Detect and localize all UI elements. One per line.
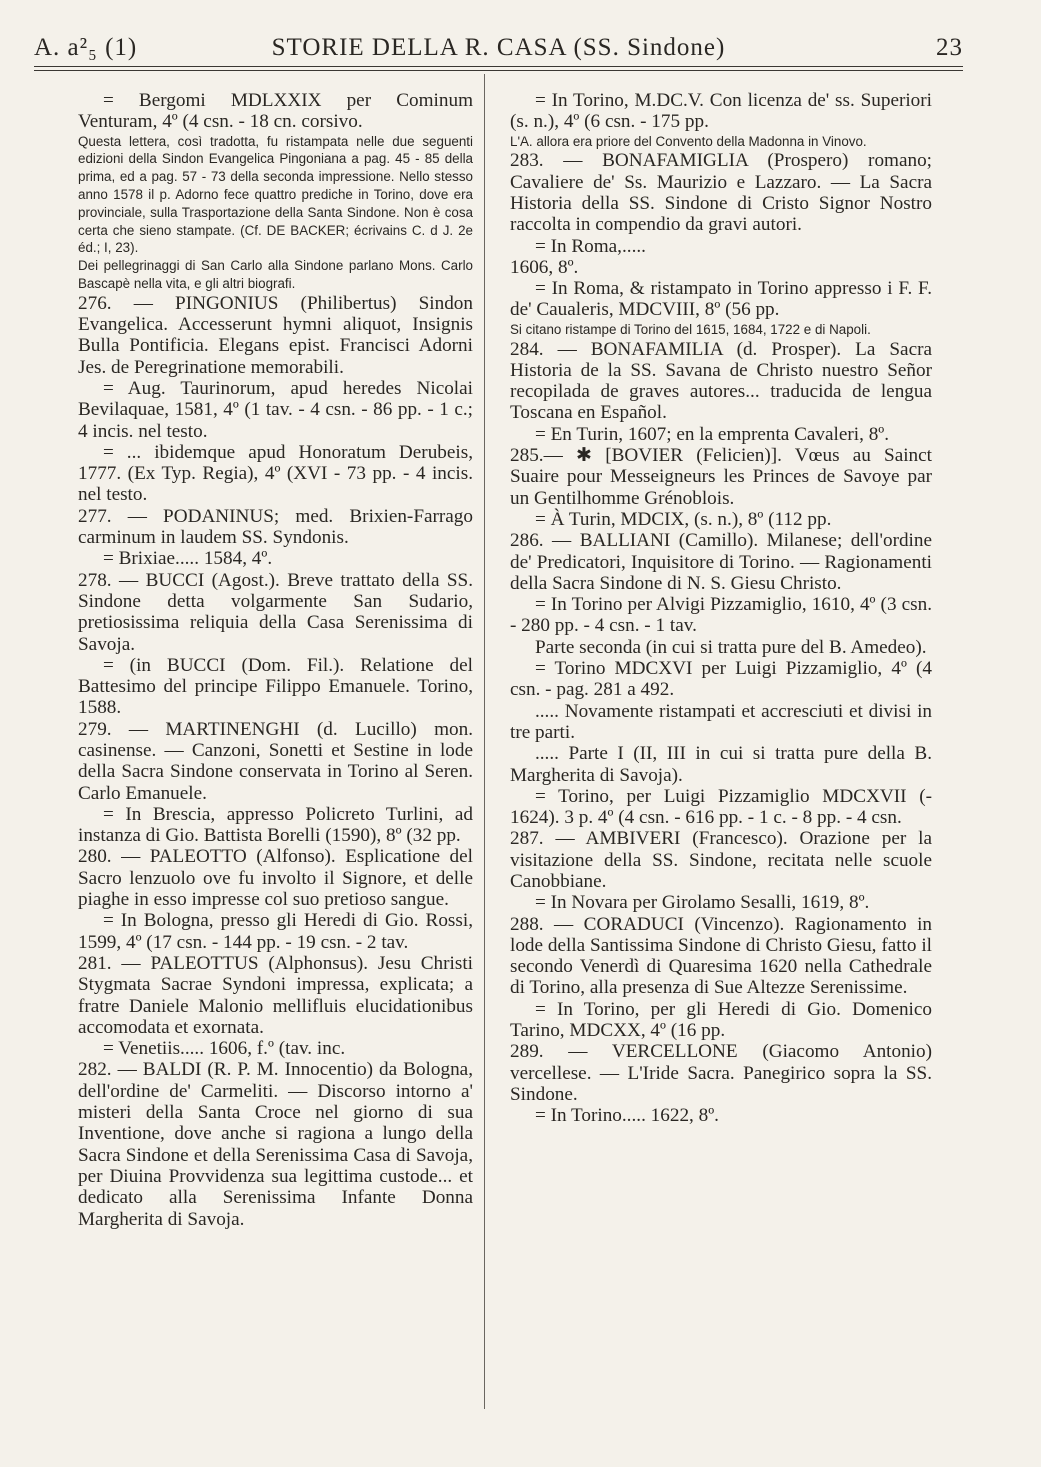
edition-line: = In Torino, per gli Heredi di Gio. Domenico Tarino, MDCXX, 4º (16 pp. (510, 998, 932, 1042)
edition-line: = In Torino..... 1622, 8º. (534, 1105, 719, 1127)
edition-line: ..... Novamente ristampati et accresciuti et divisi in tre parti. (510, 700, 932, 743)
edition-line: = In Brescia, appresso Policreto Turlini, ad instanza di Gio. Battista Borelli (1590), 8º (32 pp. (78, 803, 473, 847)
edition-line: = Torino MDCXVI per Luigi Pizzamiglio, 4º (4 csn. - pag. 281 a 492. (510, 658, 932, 701)
edition-line: = En Turin, 1607; en la emprenta Cavaleri, 8º. (534, 423, 890, 445)
bibliography-entry: 279. — MARTINENGHI (d. Lucillo) mon. casinense. — Canzoni, Sonetti et Sestine in lode della Sacra Sindone conservata in Torino al Seren. Carlo Emanuele. (78, 718, 473, 804)
edition-line: = Venetiis..... 1606, f.º (tav. inc. (102, 1038, 346, 1060)
edition-line: = In Bologna, presso gli Heredi di Gio. Rossi, 1599, 4º (17 csn. - 144 pp. - 19 csn. - 2 tav. (78, 910, 473, 953)
edition-line: = In Roma,..... (534, 235, 646, 257)
left-column (78, 90, 473, 1230)
bibliography-entry: 285.— ✱ [BOVIER (Felicien)]. Vœus au Sainct Suaire pour Messeigneurs les Princes de Savoye par un Gentilhomme Grénoblois. (510, 445, 932, 509)
edition-line: = In Torino per Alvigi Pizzamiglio, 1610, 4º (3 csn. - 280 pp. - 4 csn. - 1 tav. (510, 594, 932, 637)
right-column (510, 90, 932, 1127)
edition-line: = ... ibidemque apud Honoratum Derubeis, 1777. (Ex Typ. Regia), 4º (XVI - 73 pp. - 4 incis. nel testo. (78, 441, 473, 506)
footnote: Dei pellegrinaggi di San Carlo alla Sindone parlano Mons. Carlo Bascapè nella vita, e gli altri biografi. (78, 258, 473, 291)
bibliography-entry: 281. — PALEOTTUS (Alphonsus). Jesu Christi Stygmata Sacrae Syndoni impressa, explicata; a fratre Daniele Malonio mellifluis elucidationibus accomodata et exornata. (78, 952, 473, 1038)
column-divider (484, 74, 485, 1409)
bibliography-entry: 288. — CORADUCI (Vincenzo). Ragionamento in lode della Santissima Sindone di Christo Giesu, fatto il secondo Venerdì di Quaresima 1620 nella Cathedrale di Torino, alla presenza di Sue Altezze Serenissime. (510, 913, 932, 999)
footnote: Si citano ristampe di Torino del 1615, 1684, 1722 e di Napoli. (510, 321, 871, 337)
bibliography-entry: 277. — PODANINUS; med. Brixien-Farrago carminum in laudem SS. Syndonis. (78, 505, 473, 549)
edition-line: ..... Parte I (II, III in cui si tratta pure della B. Margherita di Savoja). (510, 743, 932, 786)
edition-line: = Brixiae..... 1584, 4º. (102, 548, 273, 570)
edition-line: = Torino, per Luigi Pizzamiglio MDCXVII (- 1624). 3 p. 4º (4 csn. - 616 pp. - 1 c. - 8 pp. - 4 csn. (510, 785, 932, 829)
running-title: STORIE DELLA R. CASA (SS. Sindone) (271, 34, 726, 61)
bibliography-entry: 286. — BALLIANI (Camillo). Milanese; dell'ordine de' Predicatori, Inquisitore di Torino. — Ragionamenti della Sacra Sindone di N. S. Giesu Christo. (510, 530, 932, 594)
edition-line: = In Novara per Girolamo Sesalli, 1619, 8º. (534, 892, 870, 914)
header-double-rule (34, 66, 963, 71)
bibliography-entry: 276. — PINGONIUS (Philibertus) Sindon Evangelica. Accesserunt hymni aliquot, Insignis Bulla Pontificia. Elegans epist. Francisci Adorni Jes. de Peregrinatione memorabili. (78, 292, 473, 378)
edition-line: = In Torino, M.DC.V. Con licenza de' ss. Superiori (s. n.), 4º (6 csn. - 175 pp. (510, 90, 932, 133)
bibliography-entry: 280. — PALEOTTO (Alfonso). Esplicatione del Sacro lenzuolo ove fu involto il Signore, et delle piaghe in esso impresse col suo pretioso sangue. (78, 846, 473, 911)
bibliography-entry: 283. — BONAFAMIGLIA (Prospero) romano; Cavaliere de' Ss. Maurizio e Lazzaro. — La Sacra Historia della SS. Sindone di Cristo Signor Nostro raccolta in compendio da gravi autori. (510, 150, 932, 236)
edition-line: Parte seconda (in cui si tratta pure del B. Amedeo). (534, 636, 927, 658)
plain-line: 1606, 8º. (510, 256, 579, 278)
footnote: L'A. allora era priore del Convento della Madonna in Vinovo. (510, 133, 867, 149)
bibliography-entry: 287. — AMBIVERI (Francesco). Orazione per la visitazione della SS. Sindone, recitata nelle scuole Canobbiane. (510, 828, 932, 892)
edition-line: = Aug. Taurinorum, apud heredes Nicolai Bevilaquae, 1581, 4º (1 tav. - 4 csn. - 86 pp. - 1 c.; 4 incis. nel testo. (78, 377, 473, 442)
signature-mark: A. a²₅ (1) (34, 34, 138, 61)
running-header (34, 34, 963, 68)
edition-line: = (in BUCCI (Dom. Fil.). Relatione del Battesimo del principe Filippo Emanuele. Torino, 1588. (78, 654, 473, 719)
bibliography-entry: 289. — VERCELLONE (Giacomo Antonio) vercellese. — L'Iride Sacra. Panegirico sopra la SS. Sindone. (510, 1041, 932, 1105)
bibliography-entry: 278. — BUCCI (Agost.). Breve trattato della SS. Sindone detta volgarmente San Sudario, pretiosissima reliquia della Casa Serenissima di Savoja. (78, 569, 473, 655)
page-number: 23 (936, 34, 963, 61)
edition-line: = À Turin, MDCIX, (s. n.), 8º (112 pp. (534, 508, 832, 530)
bibliography-entry: 284. — BONAFAMILIA (d. Prosper). La Sacra Historia de la SS. Savana de Christo nuestro Señor recopilada de graves autores... traducida de lengua Toscana en Español. (510, 338, 932, 424)
footnote: Questa lettera, così tradotta, fu ristampata nelle due seguenti edizioni della Sindon Evangelica Pingoniana a pag. 45 - 85 della prima, ed a pag. 57 - 73 della seconda impressione. Nello stesso anno 1578 il p. Adorno fece quattro prediche in Torino, dove era provinciale, sulla Trasportazione della Santa Sindone. Non è cosa certa che sieno stampate. (Cf. DE BACKER; écrivains C. d J. 2e éd.; I, 23). (78, 133, 473, 256)
edition-line: = Bergomi MDLXXIX per Cominum Venturam, 4º (4 csn. - 18 cn. corsivo. (78, 90, 473, 133)
edition-line: = In Roma, & ristampato in Torino appresso i F. F. de' Caualeris, MDCVIII, 8º (56 pp. (510, 278, 932, 321)
bibliography-entry: 282. — BALDI (R. P. M. Innocentio) da Bologna, dell'ordine de' Carmeliti. — Discorso intorno a' misteri della Santa Croce nel giorno di sua Inventione, dove anche si ragiona a lungo della Sacra Sindone et della Serenissima Casa di Savoja, per Diuina Provvidenza sua legittima custode... et dedicato alla Serenissima Infante Donna Margherita di Savoja. (78, 1059, 473, 1230)
